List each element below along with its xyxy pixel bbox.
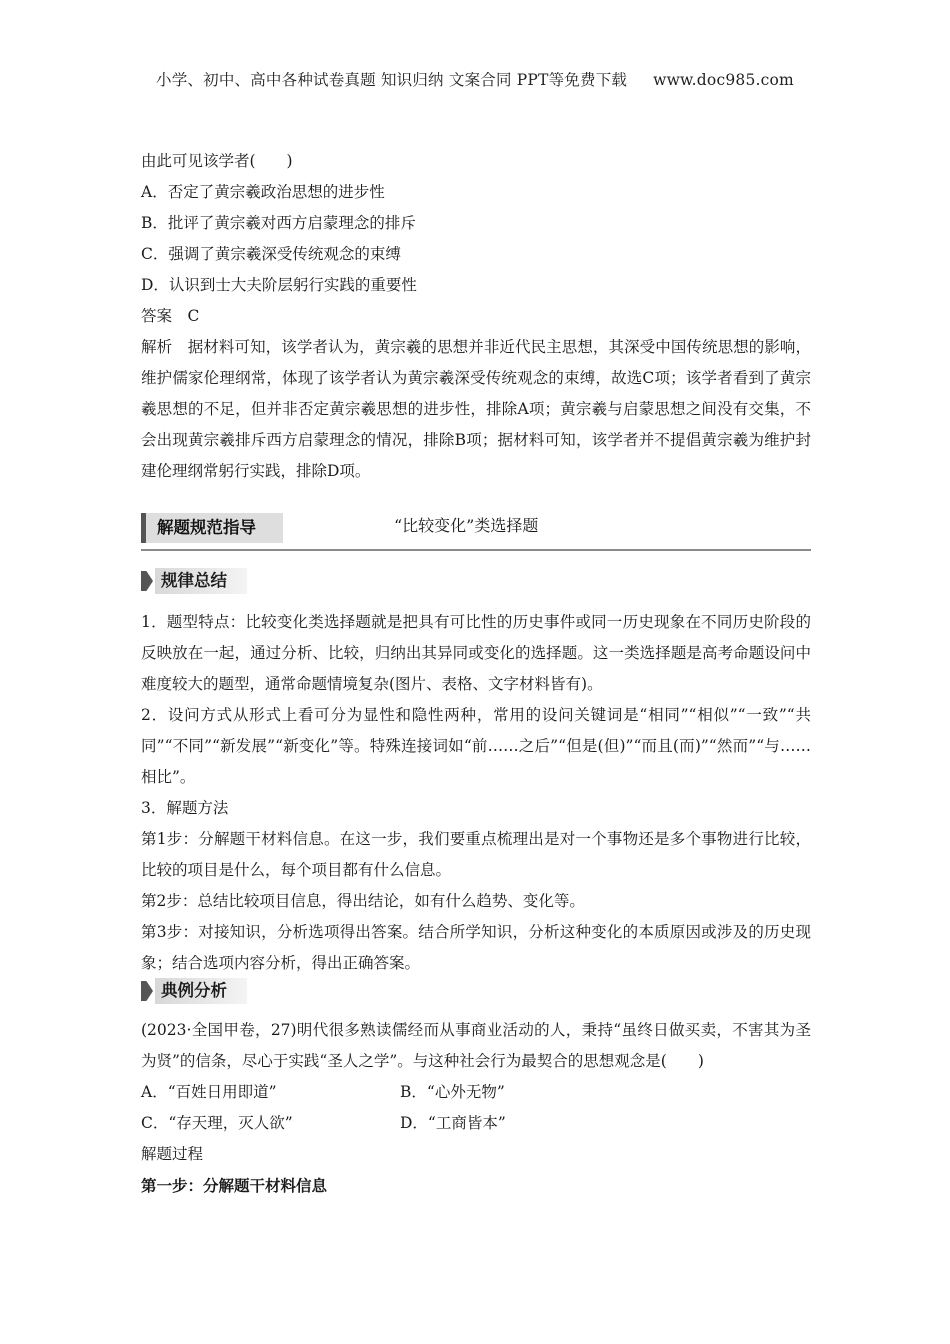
option-c: C．强调了黄宗羲深受传统观念的束缚	[141, 245, 401, 263]
rules-step2: 第2步：总结比较项目信息，得出结论，如有什么趋势、变化等。	[141, 892, 585, 910]
question-1	[141, 146, 811, 487]
example-option-d: D．“工商皆本”	[400, 1114, 506, 1132]
example-options-row-1	[141, 1077, 811, 1108]
section-tag: 解题规范指导	[141, 513, 283, 543]
answer: 答案 C	[141, 307, 200, 325]
rules-p1: 1．题型特点：比较变化类选择题就是把具有可比性的历史事件或同一历史现象在不同历史阶段的反映放在一起，通过分析、比较，归纳出其异同或变化的选择题。这一类选择题是高考命题设问中难度较大的题型，通常命题情境复杂(图片、表格、文字材料皆有)。	[141, 613, 811, 693]
heading-marker-icon	[141, 571, 153, 591]
example-option-b: B．“心外无物”	[400, 1083, 505, 1101]
analysis: 解析 据材料可知，该学者认为，黄宗羲的思想并非近代民主思想，其深受中国传统思想的影响，维护儒家伦理纲常，体现了该学者认为黄宗羲深受传统观念的束缚，故选C项；该学者看到了黄宗羲思想的不足，但并非否定黄宗羲思想的进步性，排除A项；黄宗羲与启蒙思想之间没有交集，不会出现黄宗羲排斥西方启蒙理念的情况，排除B项；据材料可知，该学者并不提倡黄宗羲为维护封建伦理纲常躬行实践，排除D项。	[141, 338, 811, 480]
option-b: B．批评了黄宗羲对西方启蒙理念的排斥	[141, 214, 416, 232]
page-header	[0, 68, 950, 90]
rules-p2: 2．设问方式从形式上看可分为显性和隐性两种，常用的设问关键词是“相同”“相似”“一致”“共同”“不同”“新发展”“新变化”等。特殊连接词如“前……之后”“但是(但)”“而且(而)”“然而”“与……相比”。	[141, 706, 811, 786]
example-option-c: C．“存天理，灭人欲”	[141, 1114, 293, 1132]
example-option-a: A．“百姓日用即道”	[141, 1083, 277, 1101]
rules-step1: 第1步：分解题干材料信息。在这一步，我们要重点梳理出是对一个事物还是多个事物进行比较，比较的项目是什么，每个项目都有什么信息。	[141, 830, 811, 879]
example-stem: (2023·全国甲卷，27)明代很多熟读儒经而从事商业活动的人，秉持“虽终日做买卖，不害其为圣为贤”的信条，尽心于实践“圣人之学”。与这种社会行为最契合的思想观念是( )	[141, 1021, 811, 1070]
step1-title: 第一步：分解题干材料信息	[141, 1176, 328, 1195]
rules-body	[141, 607, 811, 979]
example-options-row-2	[141, 1108, 811, 1139]
header-left-text: 小学、初中、高中各种试卷真题 知识归纳 文案合同 PPT等免费下载	[156, 71, 628, 89]
process-label: 解题过程	[141, 1145, 204, 1163]
rules-p3: 3．解题方法	[141, 799, 229, 817]
heading-marker-icon	[141, 981, 153, 1001]
section-subtitle: “比较变化”类选择题	[394, 516, 539, 535]
rules-step3: 第3步：对接知识，分析选项得出答案。结合所学知识，分析这种变化的本质原因或涉及的历史现象；结合选项内容分析，得出正确答案。	[141, 923, 811, 972]
section-header	[141, 513, 811, 551]
question-stem: 由此可见该学者( )	[141, 152, 293, 170]
example-body	[141, 1015, 811, 1201]
option-a: A．否定了黄宗羲政治思想的进步性	[141, 183, 385, 201]
header-url: www.doc985.com	[653, 71, 794, 89]
option-d: D．认识到士大夫阶层躬行实践的重要性	[141, 276, 417, 294]
section-rule	[141, 549, 811, 551]
